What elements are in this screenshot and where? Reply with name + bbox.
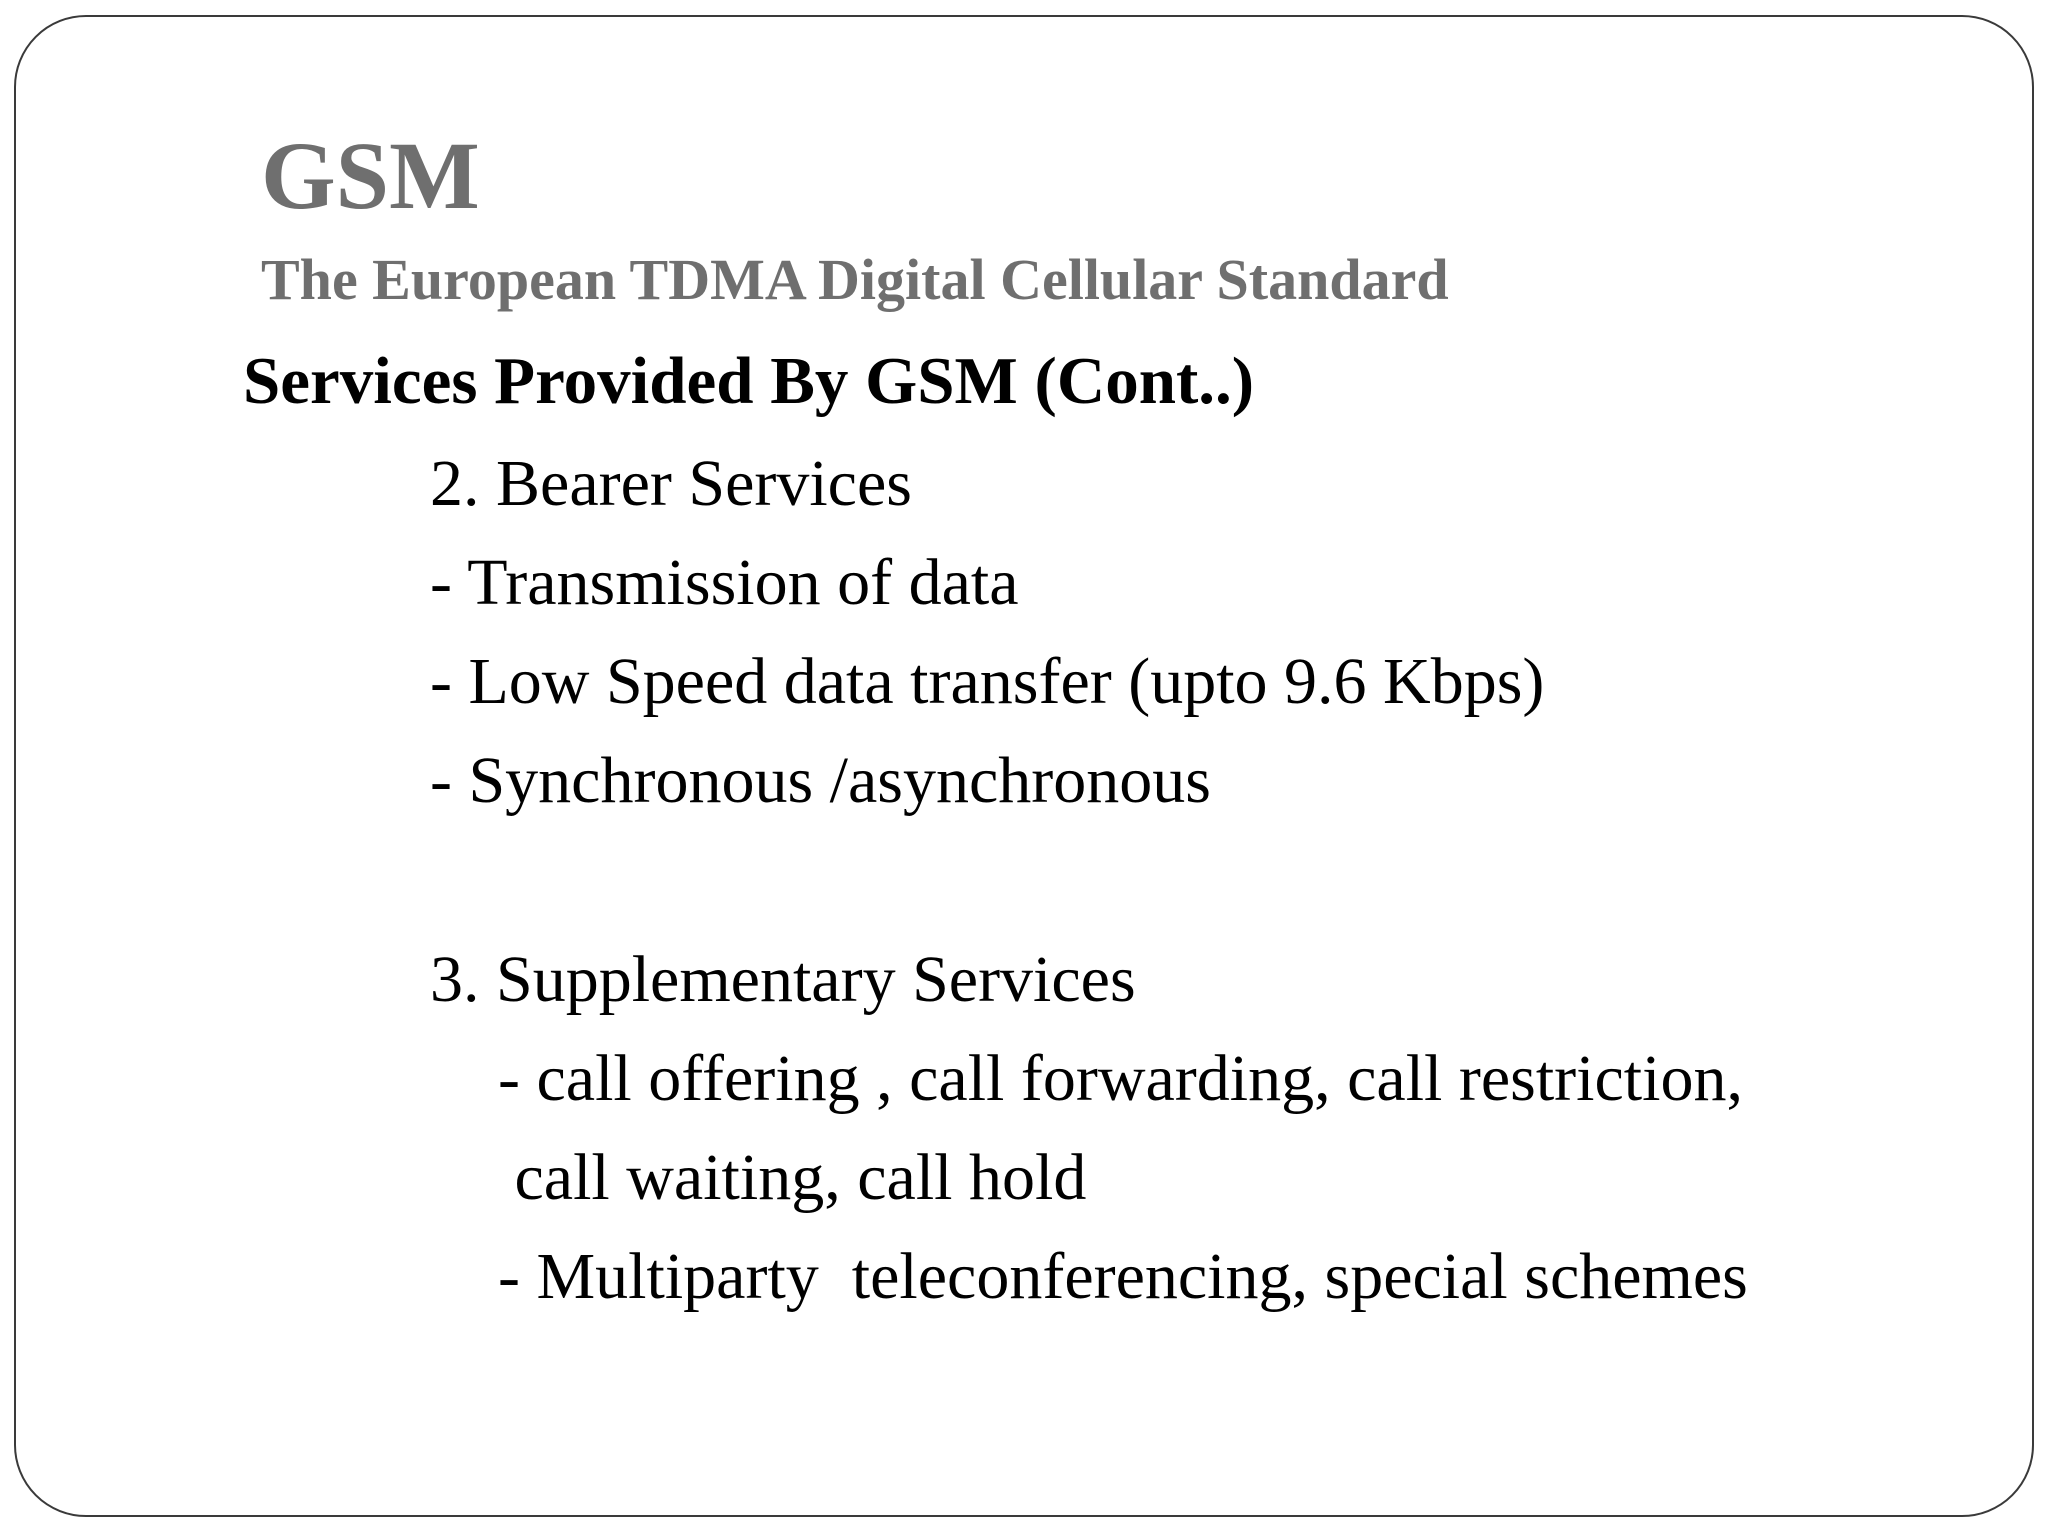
slide-title: GSM [261, 122, 480, 229]
supplementary-item-call-offering: - call offering , call forwarding, call restriction, [498, 1042, 1743, 1115]
supplementary-item-multiparty: - Multiparty teleconferencing, special schemes [498, 1240, 1748, 1313]
supplementary-services-heading: 3. Supplementary Services [430, 943, 1136, 1016]
bearer-item-low-speed: - Low Speed data transfer (upto 9.6 Kbps) [430, 645, 1545, 718]
bearer-services-heading: 2. Bearer Services [430, 447, 912, 520]
slide-subtitle: The European TDMA Digital Cellular Standard [261, 247, 1449, 312]
bearer-item-transmission: - Transmission of data [430, 546, 1019, 619]
bearer-item-sync: - Synchronous /asynchronous [430, 744, 1211, 817]
section-heading: Services Provided By GSM (Cont..) [243, 344, 1255, 418]
supplementary-item-call-waiting: call waiting, call hold [498, 1141, 1087, 1214]
